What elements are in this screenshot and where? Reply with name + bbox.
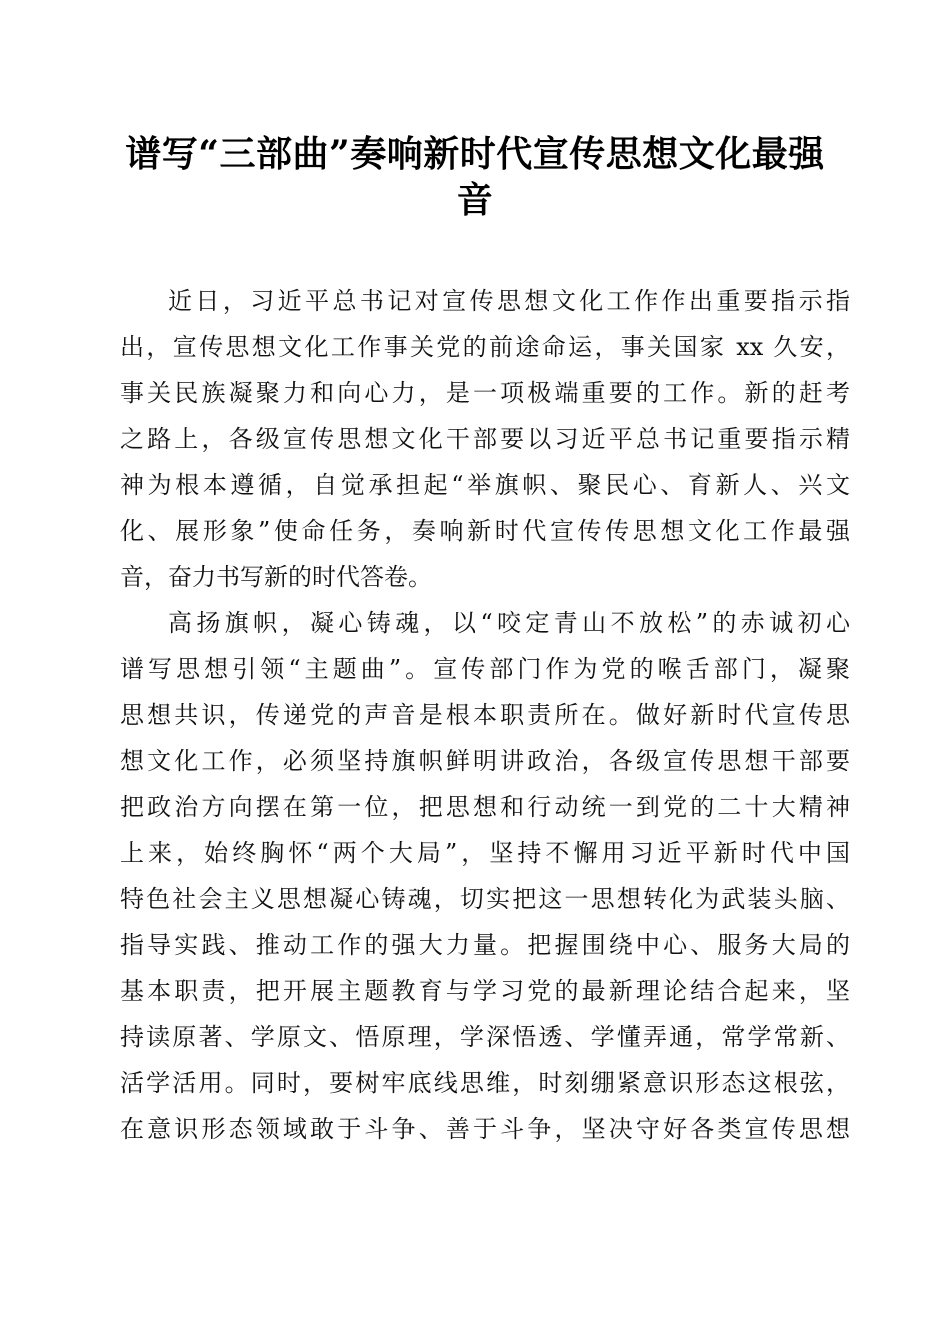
paragraph-line: 近日，习近平总书记对宣传思想文化工作作出重要指示指	[168, 287, 850, 315]
paragraph-line: 上来，始终胸怀“两个大局”，坚持不懈用习近平新时代中国	[120, 839, 850, 867]
paragraph-line: 音，奋力书写新的时代答卷。	[120, 563, 432, 591]
paragraph-line: 指导实践、推动工作的强大力量。把握围绕中心、服务大局的	[120, 931, 850, 959]
paragraph-line: 高扬旗帜，凝心铸魂，以“咬定青山不放松”的赤诚初心	[168, 609, 850, 637]
paragraph-line: 出，宣传思想文化工作事关党的前途命运，事关国家 xx 久安，	[120, 333, 850, 361]
paragraph-line: 思想共识，传递党的声音是根本职责所在。做好新时代宣传思	[120, 701, 850, 729]
document-title	[95, 131, 855, 223]
paragraph-line: 持读原著、学原文、悟原理，学深悟透、学懂弄通，常学常新、	[120, 1023, 850, 1051]
paragraph-line: 事关民族凝聚力和向心力，是一项极端重要的工作。新的赶考	[120, 379, 850, 407]
paragraph-line: 化、展形象”使命任务，奏响新时代宣传传思想文化工作最强	[120, 517, 850, 545]
paragraph-line: 之路上，各级宣传思想文化干部要以习近平总书记重要指示精	[120, 425, 850, 453]
paragraph-line: 在意识形态领域敢于斗争、善于斗争，坚决守好各类宣传思想	[120, 1115, 850, 1143]
title-line-2: 音	[456, 179, 494, 221]
paragraph-line: 基本职责，把开展主题教育与学习党的最新理论结合起来，坚	[120, 977, 850, 1005]
paragraph-line: 活学活用。同时，要树牢底线思维，时刻绷紧意识形态这根弦，	[120, 1069, 850, 1097]
paragraph-line: 把政治方向摆在第一位，把思想和行动统一到党的二十大精神	[120, 793, 850, 821]
paragraph-line: 特色社会主义思想凝心铸魂，切实把这一思想转化为武装头脑、	[120, 885, 850, 913]
title-line-1: 谱写“三部曲”奏响新时代宣传思想文化最强	[125, 133, 825, 175]
paragraph-line: 谱写思想引领“主题曲”。宣传部门作为党的喉舌部门，凝聚	[120, 655, 850, 683]
paragraph-line: 想文化工作，必须坚持旗帜鲜明讲政治，各级宣传思想干部要	[120, 747, 850, 775]
paragraph-line: 神为根本遵循，自觉承担起“举旗帜、聚民心、育新人、兴文	[120, 471, 850, 499]
